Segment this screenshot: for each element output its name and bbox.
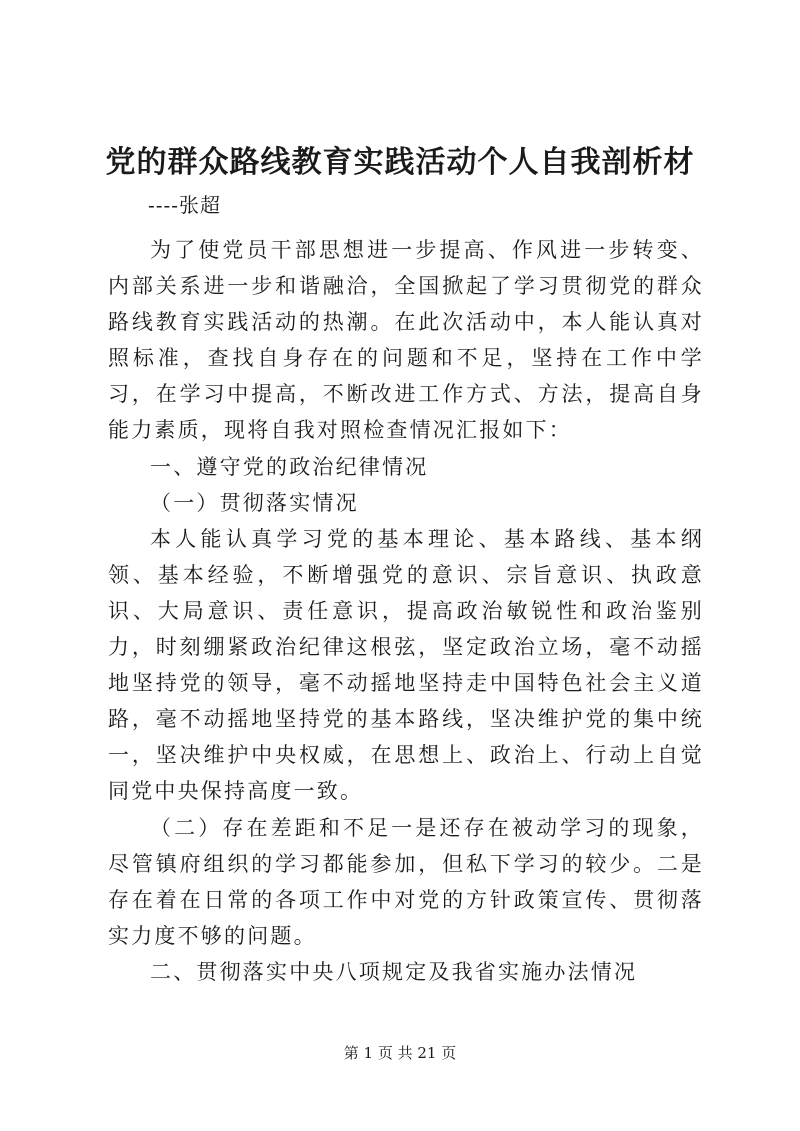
page-indicator: 第 1 页 共 21 页: [343, 1044, 457, 1062]
paragraph-intro: 为了使党员干部思想进一步提高、作风进一步转变、内部关系进一步和谐融洽，全国掀起了学习贯彻党的群众路线教育实践活动的热潮。在此次活动中，本人能认真对照标准，查找自身存在的问题和不足，坚持在工作中学习，在学习中提高，不断改进工作方式、方法，提高自身能力素质，现将自我对照检查情况汇报如下：: [108, 238, 704, 443]
section-heading-2: 二、贯彻落实中央八项规定及我省实施办法情况: [150, 959, 638, 984]
paragraph-implementation: 本人能认真学习党的基本理论、基本路线、基本纲领、基本经验，不断增强党的意识、宗旨意识、执政意识、大局意识、责任意识，提高政治敏锐性和政治鉴别力，时刻绷紧政治纪律这根弦，坚定政治立场，毫不动摇地坚持党的领导，毫不动摇地坚持走中国特色社会主义道路，毫不动摇地坚持党的基本路线，坚决维护党的集中统一，坚决维护中央权威，在思想上、政治上、行动上自觉同党中央保持高度一致。: [108, 526, 704, 804]
subsection-heading-1: （一）贯彻落实情况: [150, 490, 359, 515]
paragraph-shortcomings: （二）存在差距和不足一是还存在被动学习的现象，尽管镇府组织的学习都能参加，但私下学习的较少。二是存在着在日常的各项工作中对党的方针政策宣传、贯彻落实力度不够的问题。: [108, 815, 704, 948]
section-heading-1: 一、遵守党的政治纪律情况: [150, 454, 429, 479]
document-author: ----张超: [148, 193, 222, 217]
document-title: 党的群众路线教育实践活动个人自我剖析材: [105, 145, 695, 180]
document-body: [108, 232, 704, 990]
